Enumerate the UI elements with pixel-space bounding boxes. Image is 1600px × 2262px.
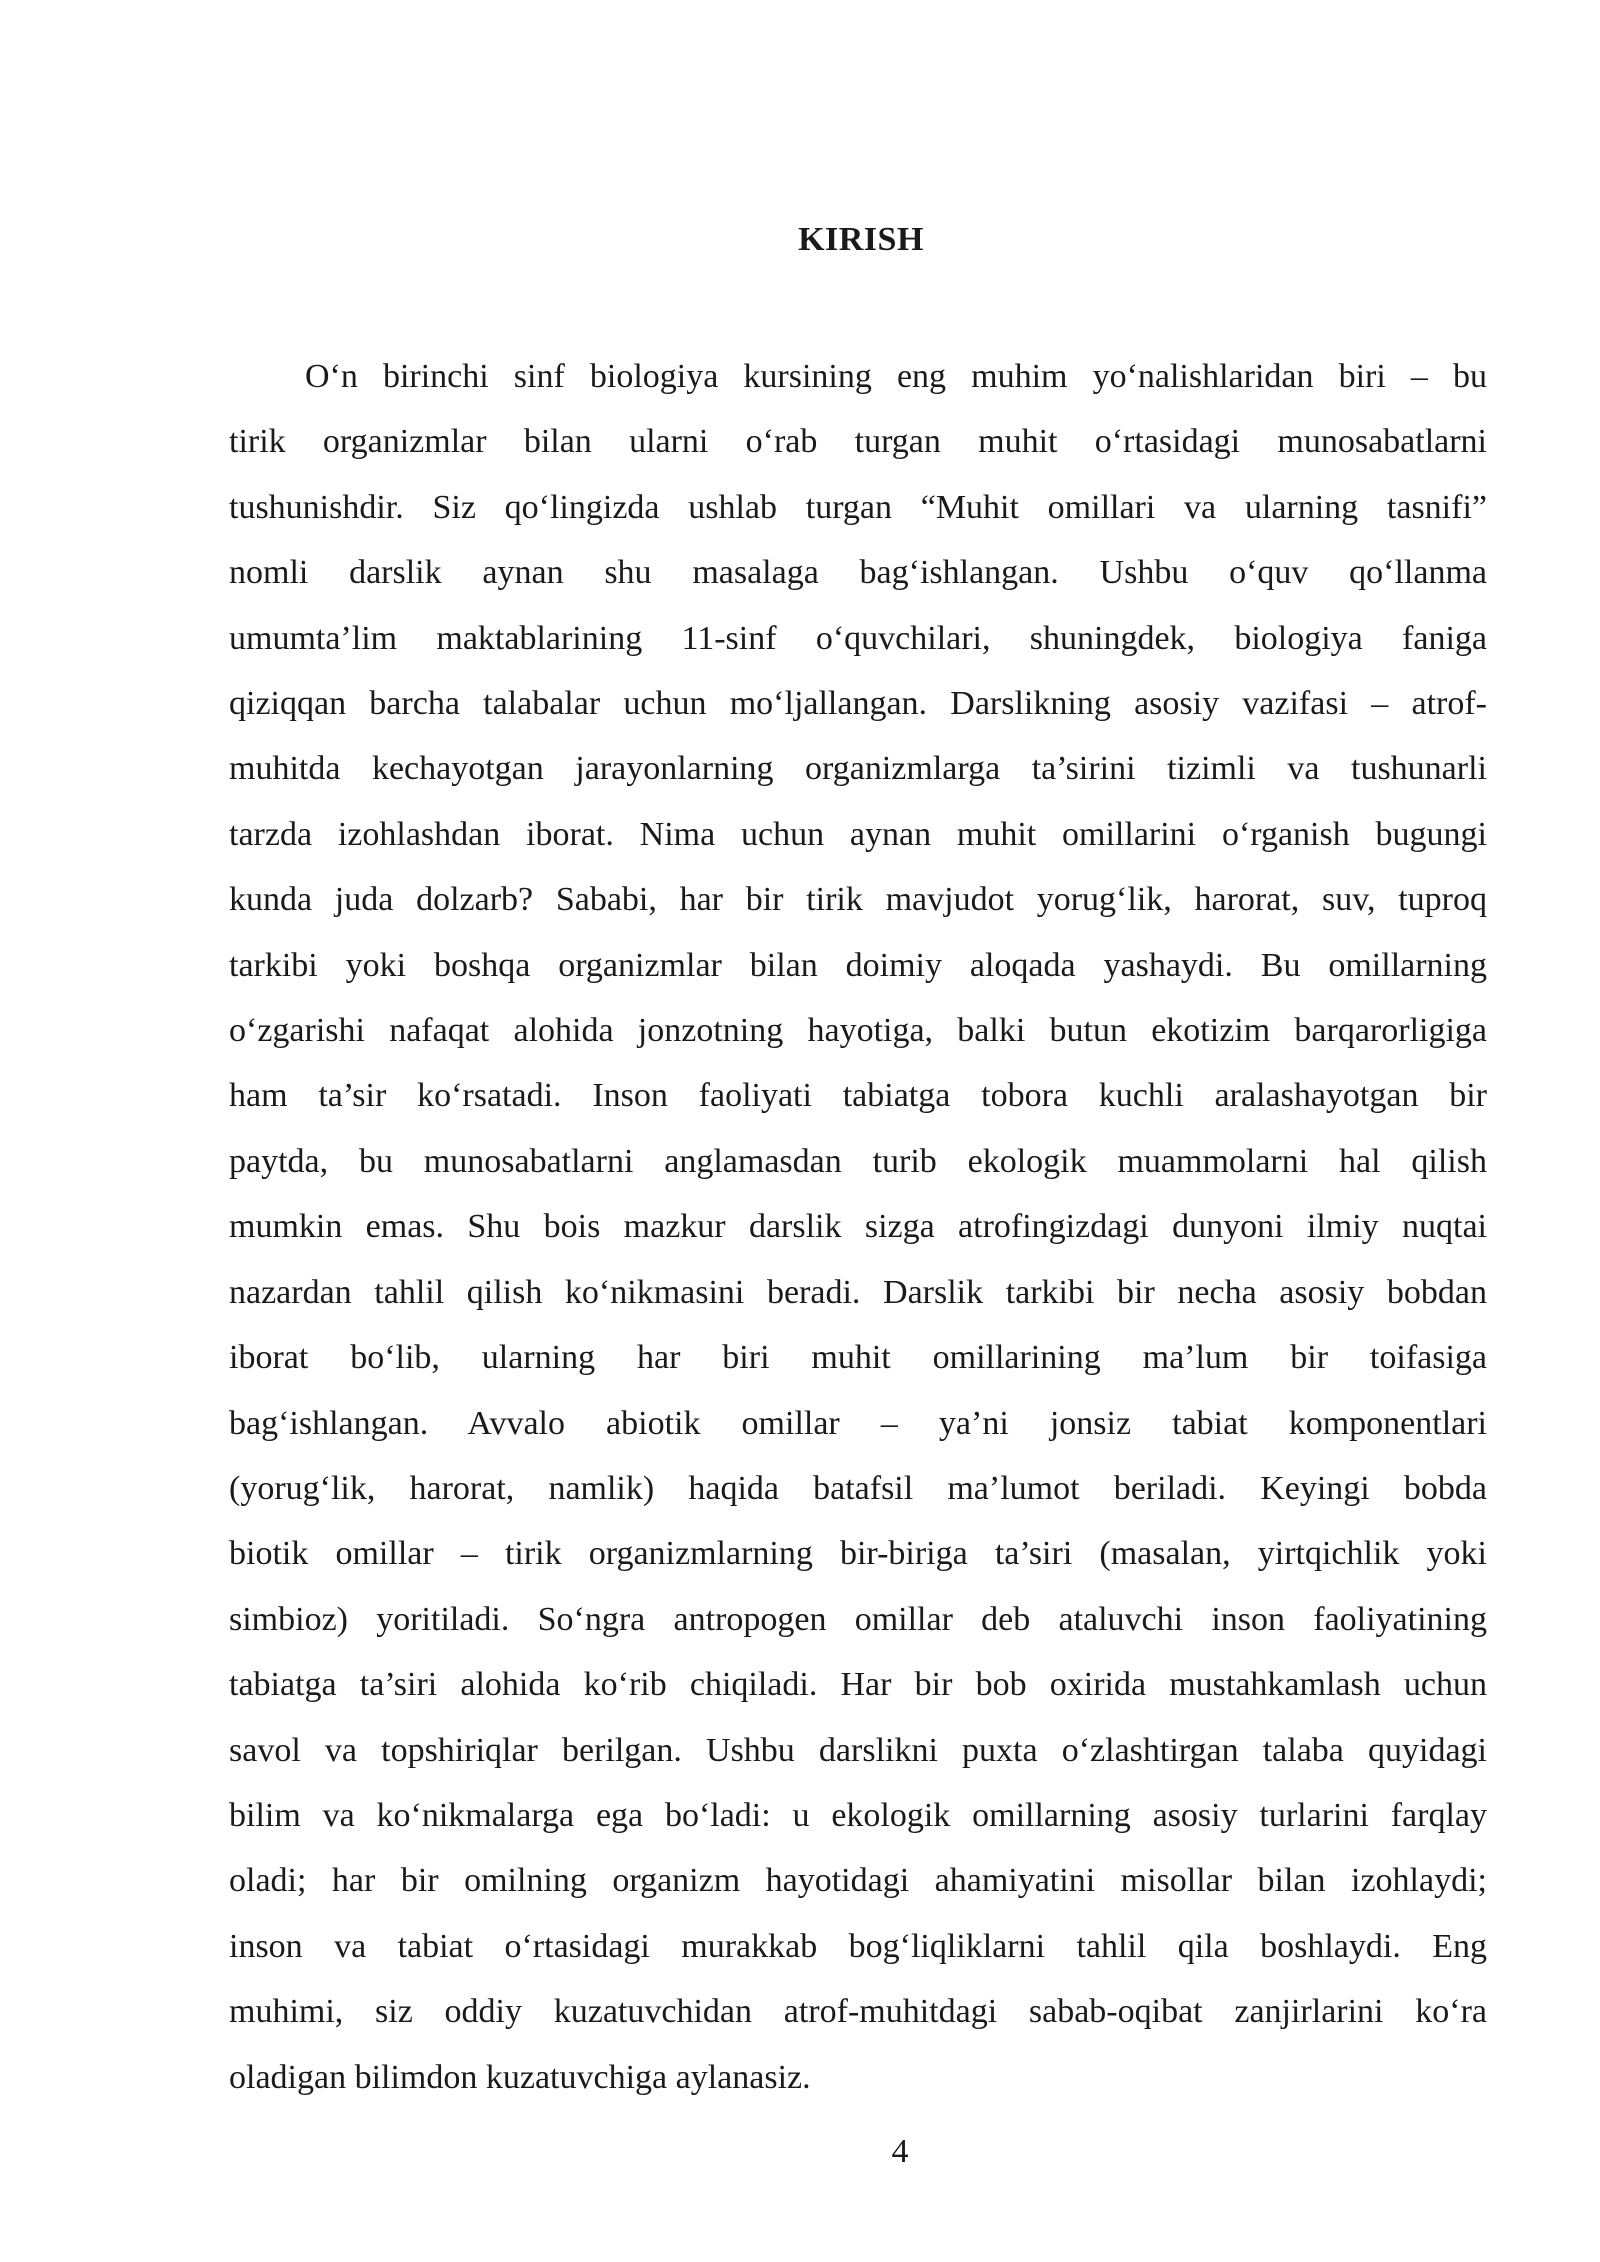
paragraph-line: muhimi, siz oddiy kuzatuvchidan atrof-muhitdagi sabab-oqibat zanjirlarini ko‘ra bbox=[229, 1993, 1487, 2031]
paragraph-line: nomli darslik aynan shu masalaga bag‘ishlangan. Ushbu o‘quv qo‘llanma bbox=[229, 554, 1487, 592]
paragraph-line: tushunishdir. Siz qo‘lingizda ushlab turgan “Muhit omillari va ularning tasnifi” bbox=[229, 488, 1487, 526]
paragraph-line: nazardan tahlil qilish ko‘nikmasini beradi. Darslik tarkibi bir necha asosiy bobdan bbox=[229, 1273, 1487, 1311]
paragraph-line: tarkibi yoki boshqa organizmlar bilan doimiy aloqada yashaydi. Bu omillarning bbox=[229, 946, 1487, 984]
paragraph-line: bilim va ko‘nikmalarga ega bo‘ladi: u ekologik omillarning asosiy turlarini farqlay bbox=[229, 1796, 1487, 1834]
paragraph-line: oladigan bilimdon kuzatuvchiga aylanasiz. bbox=[229, 2058, 811, 2096]
paragraph-line: mumkin emas. Shu bois mazkur darslik sizga atrofingizdagi dunyoni ilmiy nuqtai bbox=[229, 1208, 1487, 1246]
paragraph-line: o‘zgarishi nafaqat alohida jonzotning hayotiga, balki butun ekotizim barqarorligiga bbox=[229, 1012, 1487, 1050]
paragraph-line: ham ta’sir ko‘rsatadi. Inson faoliyati tabiatga tobora kuchli aralashayotgan bir bbox=[229, 1077, 1487, 1115]
paragraph-line: O‘n birinchi sinf biologiya kursining eng muhim yo‘nalishlaridan biri – bu bbox=[305, 358, 1487, 395]
paragraph-line: iborat bo‘lib, ularning har biri muhit omillarining ma’lum bir toifasiga bbox=[229, 1339, 1487, 1377]
paragraph-line: simbioz) yoritiladi. So‘ngra antropogen omillar deb ataluvchi inson faoliyatining bbox=[229, 1600, 1487, 1638]
paragraph-line: kunda juda dolzarb? Sababi, har bir tirik mavjudot yorug‘lik, harorat, suv, tuproq bbox=[229, 881, 1487, 919]
page-number: 4 bbox=[891, 2133, 909, 2170]
paragraph-line: bag‘ishlangan. Avvalo abiotik omillar – ya’ni jonsiz tabiat komponentlari bbox=[229, 1404, 1487, 1442]
paragraph-line: tirik organizmlar bilan ularni o‘rab turgan muhit o‘rtasidagi munosabatlarni bbox=[229, 423, 1487, 461]
paragraph-line: inson va tabiat o‘rtasidagi murakkab bog‘liqliklarni tahlil qila boshlaydi. Eng bbox=[229, 1927, 1487, 1965]
paragraph-line: tabiatga ta’siri alohida ko‘rib chiqiladi. Har bir bob oxirida mustahkamlash uchun bbox=[229, 1666, 1487, 1704]
paragraph-line: savol va topshiriqlar berilgan. Ushbu darslikni puxta o‘zlashtirgan talaba quyidagi bbox=[229, 1731, 1487, 1769]
paragraph-line: biotik omillar – tirik organizmlarning bir-biriga ta’siri (masalan, yirtqichlik yoki bbox=[229, 1535, 1487, 1573]
body-paragraph bbox=[229, 344, 1487, 2110]
paragraph-line: oladi; har bir omilning organizm hayotidagi ahamiyatini misollar bilan izohlaydi; bbox=[229, 1862, 1487, 1900]
paragraph-line: umumta’lim maktablarining 11-sinf o‘quvchilari, shuningdek, biologiya faniga bbox=[229, 619, 1487, 657]
paragraph-line: tarzda izohlashdan iborat. Nima uchun aynan muhit omillarini o‘rganish bugungi bbox=[229, 815, 1487, 853]
paragraph-line: muhitda kechayotgan jarayonlarning organizmlarga ta’sirini tizimli va tushunarli bbox=[229, 750, 1487, 788]
paragraph-line: qiziqqan barcha talabalar uchun mo‘ljallangan. Darslikning asosiy vazifasi – atrof- bbox=[229, 685, 1487, 723]
page-title: KIRISH bbox=[798, 221, 924, 258]
paragraph-line: (yorug‘lik, harorat, namlik) haqida batafsil ma’lumot beriladi. Keyingi bobda bbox=[229, 1469, 1487, 1507]
paragraph-line: paytda, bu munosabatlarni anglamasdan turib ekologik muammolarni hal qilish bbox=[229, 1142, 1487, 1180]
